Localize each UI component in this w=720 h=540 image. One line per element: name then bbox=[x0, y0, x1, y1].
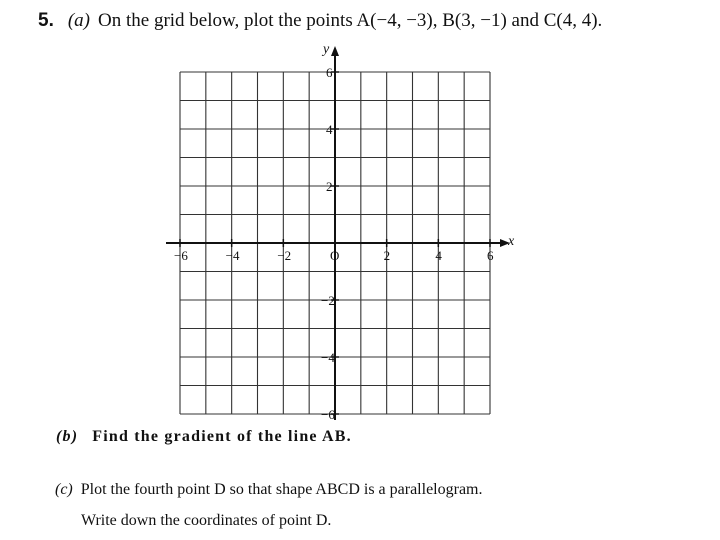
part-c-label: (c) bbox=[55, 481, 73, 498]
x-tick-label: 2 bbox=[383, 248, 391, 263]
y-axis-name: y bbox=[323, 42, 330, 57]
part-c-text: Plot the fourth point D so that shape ABCD is a parallelogram. bbox=[80, 481, 483, 498]
y-tick-label: 2 bbox=[326, 179, 333, 194]
x-tick-label: −4 bbox=[225, 248, 240, 263]
part-b-label: (b) bbox=[56, 428, 79, 445]
y-tick-label: −2 bbox=[321, 293, 335, 308]
question-5-part-b bbox=[56, 428, 352, 446]
axes bbox=[166, 46, 510, 420]
y-tick-label: −6 bbox=[321, 407, 335, 422]
x-axis-name: x bbox=[508, 234, 515, 249]
part-c-text-2: Write down the coordinates of point D. bbox=[81, 512, 332, 529]
part-a-text: On the grid below, plot the points A(−4, −3), B(3, −1) and C(4, 4). bbox=[98, 10, 603, 31]
x-tick-label: −6 bbox=[174, 248, 188, 263]
x-tick-label: 6 bbox=[487, 248, 494, 263]
y-tick-label: 4 bbox=[326, 122, 333, 137]
x-tick-label: 4 bbox=[435, 248, 442, 263]
y-tick-label: 6 bbox=[326, 65, 333, 80]
part-b-text: Find the gradient of the line AB. bbox=[92, 428, 352, 445]
y-axis-arrow bbox=[331, 46, 339, 56]
part-a-label: (a) bbox=[67, 10, 91, 31]
question-5-part-c bbox=[55, 481, 482, 499]
y-tick-label: −4 bbox=[321, 350, 335, 365]
origin-label: O bbox=[330, 248, 340, 263]
question-number: 5. bbox=[38, 10, 54, 31]
x-tick-label: −2 bbox=[277, 248, 292, 263]
question-5-part-c-line-2 bbox=[81, 512, 331, 530]
